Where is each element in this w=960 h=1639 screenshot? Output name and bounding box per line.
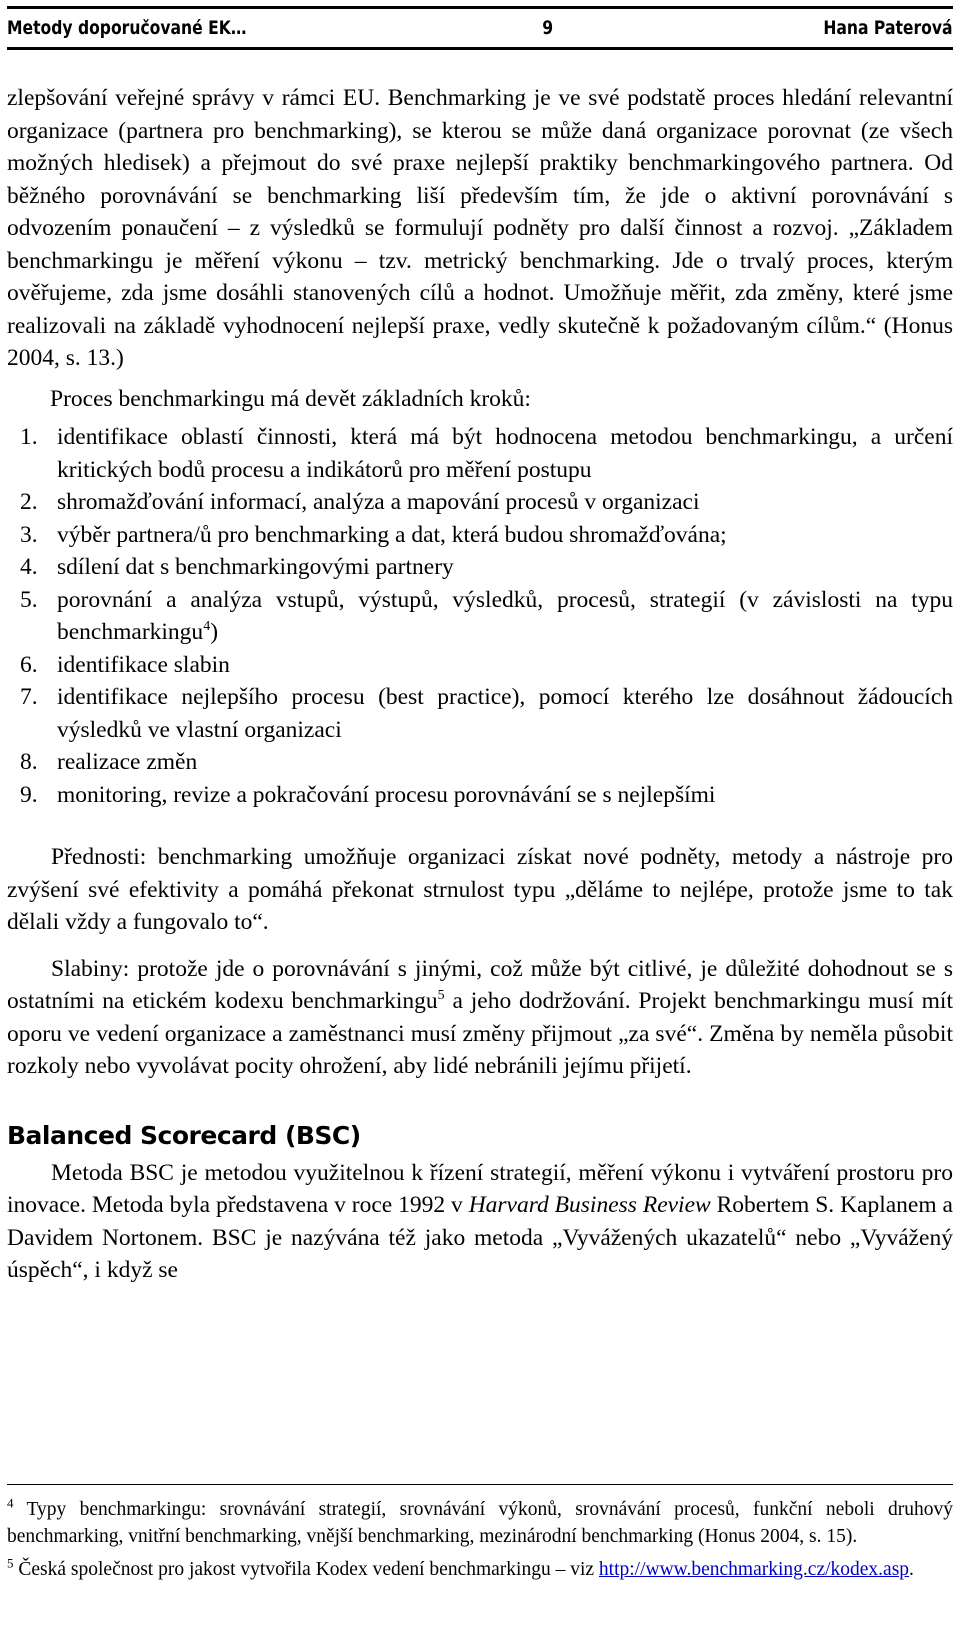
list-item-text: [57, 746, 953, 779]
bsc-text-cont: Robertem S. Kaplanem a Davidem Nortonem. BSC je nazývána též jako metoda „Vyvážených ukazatelů“ nebo „Vyvážený úspěch“, i když se: [7, 1192, 953, 1283]
list-item-number: 9.: [20, 781, 38, 808]
list-item-text: [57, 519, 953, 552]
footnote-text: Česká společnost pro jakost vytvořila Kodex vedení benchmarkingu – viz: [13, 1559, 599, 1580]
footnote-mark: 4: [7, 1495, 14, 1511]
journal-name: Harvard Business Review: [468, 1192, 711, 1218]
list-item: [7, 519, 953, 552]
list-item: [7, 649, 953, 682]
page-header: [7, 6, 953, 50]
footnote-mark: 5: [7, 1555, 14, 1571]
kodex-link[interactable]: http://www.benchmarking.cz/kodex.asp: [598, 1559, 910, 1580]
footnote-text-end: .: [909, 1559, 914, 1580]
weaknesses-text: Slabiny: protože jde o porovnávání s jinými, což může být citlivé, je důležité dohodnout se s ostatními na etickém kodexu benchmarkingu: [7, 955, 953, 1014]
list-item-text: [57, 649, 953, 682]
steps-lead: Proces benchmarkingu má devět základních kroků:: [50, 385, 531, 412]
list-item-number: 6.: [20, 651, 38, 678]
list-item-number: 5.: [20, 586, 38, 613]
list-item-number: 4.: [20, 554, 38, 580]
weaknesses-text-cont: a jeho dodržování. Projekt benchmarkingu musí mít oporu ve vedení organizace a zaměstnanci musí změny přijmout „za své“. Změna by neměla působit rozkoly nebo vyvolávat pocity ohrožení, aby lidé nebránili jejímu přijetí.: [7, 988, 953, 1079]
paragraph-bsc: [7, 1157, 953, 1287]
list-item: [7, 486, 953, 519]
list-item-text-main: shromažďování informací, analýza a mapování procesů v organizaci: [57, 489, 700, 515]
list-item-text-main: identifikace nejlepšího procesu (best practice), pomocí kterého lze dosáhnout žádoucích výsledků ve vlastní organizaci: [57, 684, 953, 743]
list-item-text: [57, 681, 953, 746]
section-heading-bsc: Balanced Scorecard (BSC): [7, 1120, 361, 1150]
list-item: [7, 421, 953, 486]
list-item-text-main: identifikace slabin: [57, 651, 230, 678]
header-author: Hana Paterová: [823, 17, 953, 39]
list-item-text-main: výběr partnera/ů pro benchmarking a dat, která budou shromažďována;: [57, 521, 727, 548]
footnote-ref-5[interactable]: 5: [437, 988, 445, 1004]
paragraph-strengths: Přednosti: benchmarking umožňuje organizaci získat nové podněty, metody a nástroje pro zvýšení své efektivity a pomáhá překonat strnulost typu „děláme to nejlépe, protože jsme to tak dělali vždy a fungovalo to“.: [7, 844, 953, 935]
list-item-text-main: sdílení dat s benchmarkingovými partnery: [57, 554, 454, 580]
footnote-ref-4[interactable]: 4: [203, 619, 211, 635]
list-item-text: [57, 584, 953, 649]
list-item-text-main: porovnání a analýza vstupů, výstupů, výsledků, procesů, strategií (v závislosti na typu benchmarkingu: [57, 586, 953, 645]
footnote-5: [7, 1556, 953, 1583]
header-title: Metody doporučované EK…: [7, 17, 247, 39]
paragraph-weaknesses: [7, 953, 953, 1083]
bsc-text: Metoda BSC je metodou využitelnou k řízení strategií, měření výkonu i vytváření prostoru pro inovace. Metoda byla představena v roce 1992 v: [7, 1159, 953, 1218]
list-item: [7, 746, 953, 779]
footnote-text: Typy benchmarkingu: srovnávání strategií, srovnávání výkonů, srovnávání procesů, funkční neboli druhový benchmarking, vnitřní benchmarking, vnější benchmarking, mezinárodní benchmarking (Honus 2004, s. 15).: [7, 1499, 953, 1547]
list-item: [7, 779, 953, 812]
steps-list: [7, 421, 953, 811]
footnotes: [7, 1496, 953, 1589]
list-item-text: [57, 421, 953, 486]
list-item: [7, 551, 953, 584]
list-item: [7, 681, 953, 746]
main-content: [7, 82, 953, 1287]
list-item-text: [57, 779, 953, 812]
page-number: 9: [541, 17, 553, 39]
list-item-text-main: monitoring, revize a pokračování procesu porovnávání se s nejlepšími: [57, 781, 716, 808]
list-item: [7, 584, 953, 649]
paragraph-benchmarking: zlepšování veřejné správy v rámci EU. Benchmarking je ve své podstatě proces hledání relevantní organizace (partnera pro benchmarking), se kterou se může daná organizace porovnat (ze všech možných hledisek) a přejmout do své praxe nejlepší praktiky benchmarkingového partnera. Od běžného porovnávání se benchmarking liší především tím, že jde o aktivní porovnávání s odvozením ponaučení – z výsledků se formulují podněty pro další činnost a rozvoj. „Základem benchmarkingu je měření výkonu – tzv. metrický benchmarking. Jde o trvalý proces, kterým ověřujeme, zda jsme dosáhli stanovených cílů a hodnot. Umožňuje měřit, zda změny, které jsme realizovali na základě vyhodnocení nejlepší praxe, vedly skutečně k požadovaným cílům.“ (Honus 2004, s. 13.): [7, 85, 953, 371]
list-item-number: 1.: [20, 424, 38, 450]
list-item-number: 7.: [20, 684, 38, 710]
list-item-number: 2.: [20, 489, 38, 515]
list-item-number: 3.: [20, 521, 38, 548]
list-item-text-main: realizace změn: [57, 749, 198, 775]
list-item-text-main: identifikace oblastí činnosti, která má být hodnocena metodou benchmarkingu, a určení kritických bodů procesu a indikátorů pro měření postupu: [57, 424, 953, 483]
list-item-number: 8.: [20, 749, 38, 775]
list-item-text: [57, 551, 953, 584]
list-item-text-end: ): [210, 619, 219, 645]
list-item-text: [57, 486, 953, 519]
footnote-4: [7, 1496, 953, 1550]
footnote-divider: [7, 1484, 953, 1485]
